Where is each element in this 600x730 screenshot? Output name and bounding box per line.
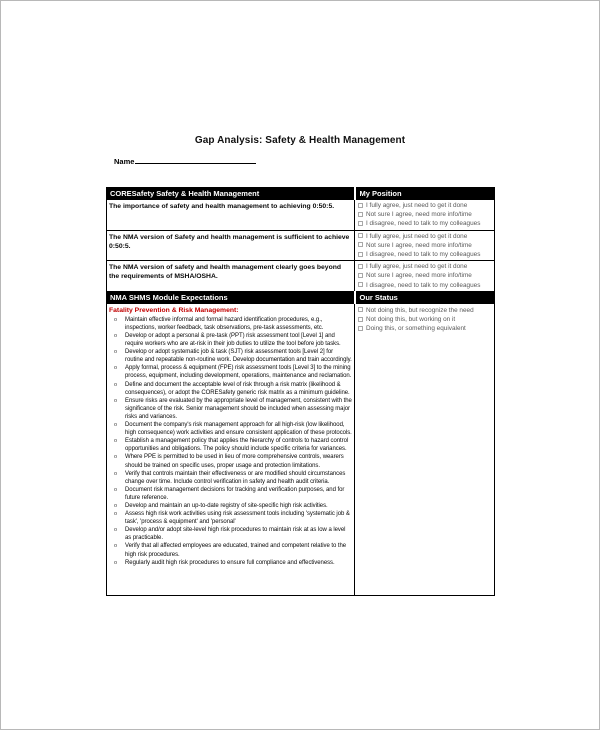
position-options-cell	[355, 200, 495, 231]
name-input-line[interactable]	[135, 157, 256, 164]
list-item: o Define and document the acceptable level of risk through a risk matrix (likelihood & consequences), or adopt the CORESafety generic risk matrix as a minimum guideline.	[109, 381, 352, 397]
list-item: o Regularly audit high risk procedures to ensure full compliance and effectiveness.	[109, 559, 352, 567]
section2-header-left: NMA SHMS Module Expectations	[107, 291, 355, 303]
bullet-marker: o	[114, 316, 118, 323]
checkbox[interactable]	[358, 264, 363, 269]
bullet-marker: o	[114, 454, 118, 461]
checkbox[interactable]	[358, 252, 363, 257]
bullet-marker: o	[114, 511, 118, 518]
list-item: o Develop or adopt a personal & pre-task (PPT) risk assessment tool [Level 1] and require workers who are at-risk in their job duties to utilize the tool before job tasks.	[109, 332, 352, 348]
bullet-marker: o	[114, 543, 118, 550]
section2-header-right: Our Status	[355, 291, 495, 303]
list-item: o Develop or adopt systematic job & task (SJT) risk assessment tools [Level 2] for routine and repeatable non-routine work. Develop documentation and train accordingly.	[109, 348, 352, 364]
bullet-marker: o	[114, 502, 118, 509]
name-label: Name	[114, 157, 135, 166]
position-options-cell	[355, 261, 495, 292]
status-option-working-on-it: Not doing this, but working on it	[358, 315, 494, 324]
list-item: o Maintain effective informal and formal hazard identification procedures, e.g., inspections, worker feedback, task observations, pre-task assessments, etc.	[109, 316, 352, 332]
table-row	[107, 261, 495, 292]
bullet-marker: o	[114, 397, 118, 404]
section2-header-row	[107, 291, 495, 303]
bullet-marker: o	[114, 333, 118, 340]
list-item: o Document the company's risk management approach for all high-risk (low likelihood, high consequence) work activities and ensure consistent application of these protocols.	[109, 421, 352, 437]
bullet-marker: o	[114, 527, 118, 534]
checkbox[interactable]	[358, 203, 363, 208]
fatality-prevention-heading: Fatality Prevention & Risk Management:	[109, 306, 239, 314]
list-item: o Establish a management policy that applies the hierarchy of controls to hazard control opportunities and obligations. The policy should include specific criteria for variances.	[109, 437, 352, 453]
checkbox[interactable]	[358, 282, 363, 287]
option-disagree: I disagree, need to talk to my colleagues	[358, 219, 494, 228]
checkbox[interactable]	[358, 326, 363, 331]
list-item: o Verify that controls maintain their effectiveness or are modified should circumstances change over time. Include control verification in safety and health audit criteria.	[109, 470, 352, 486]
list-item: o Ensure risks are evaluated by the appropriate level of management, consistent with the significance of the risk. Senior management should be included when assessing major risks and variances.	[109, 397, 352, 421]
list-item: o Verify that all affected employees are educated, trained and competent relative to the high risk procedures.	[109, 542, 352, 558]
option-not-sure: Not sure I agree, need more info/time	[358, 241, 494, 250]
option-disagree: I disagree, need to talk to my colleagues	[358, 250, 494, 259]
position-options-cell	[355, 230, 495, 261]
statement-text: The NMA version of safety and health management clearly goes beyond the requirements of MSHA/OSHA.	[107, 261, 355, 292]
table-row	[107, 230, 495, 261]
option-disagree: I disagree, need to talk to my colleagues	[358, 281, 494, 290]
list-item: o Document risk management decisions for tracking and verification purposes, and for future reference.	[109, 486, 352, 502]
checkbox[interactable]	[358, 221, 363, 226]
bullet-marker: o	[114, 365, 118, 372]
checkbox[interactable]	[358, 317, 363, 322]
bullet-marker: o	[114, 422, 118, 429]
status-options-cell	[355, 303, 495, 595]
option-not-sure: Not sure I agree, need more info/time	[358, 210, 494, 219]
list-item: o Assess high risk work activities using risk assessment tools including 'systematic job & task', 'process & equipment' and 'personal'	[109, 510, 352, 526]
bullet-marker: o	[114, 486, 118, 493]
name-field-row	[114, 157, 256, 166]
checkbox[interactable]	[358, 233, 363, 238]
gap-analysis-table	[106, 187, 495, 596]
bullet-marker: o	[114, 381, 118, 388]
bullet-marker: o	[114, 559, 118, 566]
expectations-cell	[107, 303, 355, 595]
checkbox[interactable]	[358, 212, 363, 217]
expectations-row	[107, 303, 495, 595]
list-item: o Develop and maintain an up-to-date registry of site-specific high risk activities.	[109, 502, 352, 510]
option-fully-agree: I fully agree, just need to get it done	[358, 232, 494, 241]
list-item: o Apply formal, process & equipment (FPE) risk assessment tools [Level 3] to the mining process, equipment, including development, operations, maintenance and reclamation.	[109, 364, 352, 380]
bullet-marker: o	[114, 349, 118, 356]
option-not-sure: Not sure I agree, need more info/time	[358, 271, 494, 280]
table-row	[107, 200, 495, 231]
checkbox[interactable]	[358, 242, 363, 247]
list-item: o Where PPE is permitted to be used in lieu of more comprehensive controls, wearers should be trained on specific uses, proper usage and protection limitations.	[109, 453, 352, 469]
list-item: o Develop and/or adopt site-level high risk procedures to maintain risk at as low a level as practicable.	[109, 526, 352, 542]
checkbox[interactable]	[358, 273, 363, 278]
option-fully-agree: I fully agree, just need to get it done	[358, 201, 494, 210]
statement-text: The importance of safety and health management to achieving 0:50:5.	[107, 200, 355, 231]
option-fully-agree: I fully agree, just need to get it done	[358, 262, 494, 271]
bullet-marker: o	[114, 470, 118, 477]
statement-text: The NMA version of Safety and health management is sufficient to achieve 0:50:5.	[107, 230, 355, 261]
expectations-bullet-list	[107, 315, 354, 567]
section1-header-right: My Position	[355, 188, 495, 200]
page-title: Gap Analysis: Safety & Health Management	[194, 135, 406, 146]
section1-header-left: CORESafety Safety & Health Management	[107, 188, 355, 200]
checkbox[interactable]	[358, 307, 363, 312]
section1-header-row	[107, 188, 495, 200]
bullet-marker: o	[114, 438, 118, 445]
status-option-recognize-need: Not doing this, but recognize the need	[358, 306, 494, 315]
status-option-doing-this: Doing this, or something equivalent	[358, 324, 494, 333]
